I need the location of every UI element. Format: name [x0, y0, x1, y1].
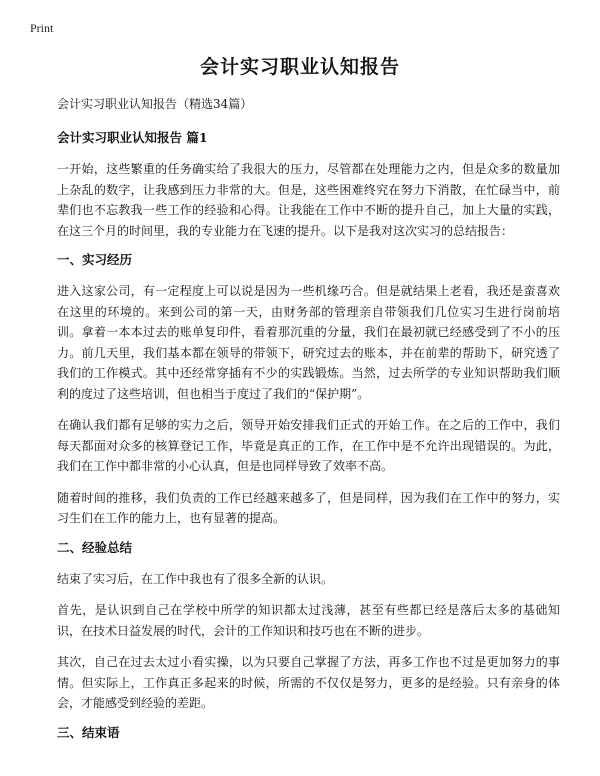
summary-paragraph-3: 其次，自己在过去太过小看实操，以为只要自己掌握了方法，再多工作也不过是更加努力的事情。但实际上，工作真正多起来的时候，所需的不仅仅是努力，更多的是经验。只有亲身的体会，才能感受到经验的差距。 — [57, 655, 560, 710]
print-label[interactable]: Print — [30, 21, 54, 35]
experience-paragraph-2: 在确认我们都有足够的实力之后，领导开始安排我们正式的开始工作。在之后的工作中，我们每天都面对众多的核算登记工作，毕竟是真正的工作，在工作中是不允许出现错误的。为此，我们在工作中都非常的小心认真，但是也同样导致了效率不高。 — [57, 418, 560, 473]
intro-paragraph: 一开始，这些繁重的任务确实给了我很大的压力，尽管都在处理能力之内，但是众多的数量加上杂乱的数字，让我感到压力非常的大。但是，这些困难终究在努力下消散，在忙碌当中，前辈们也不忘教我一些工作的经验和心得。让我能在工作中不断的提升自己，加上大量的实践，在这三个月的时间里，我的专业能力在飞速的提升。以下是我对这次实习的总结报告： — [57, 162, 560, 238]
section-heading-experience: 一、实习经历 — [57, 252, 133, 267]
document-title: 会计实习职业认知报告 — [199, 56, 400, 78]
summary-paragraph-2: 首先，是认识到自己在学校中所学的知识都太过浅薄，甚至有些都已经是落后太多的基础知识，在技术日益发展的时代，会计的工作知识和技巧也在不断的进步。 — [57, 603, 560, 638]
section-heading-conclusion: 三、结束语 — [57, 724, 120, 740]
document-subtitle: 会计实习职业认知报告（精选34篇） — [57, 97, 253, 111]
section-heading-summary: 二、经验总结 — [57, 539, 133, 555]
document-body — [57, 96, 560, 754]
summary-paragraph-1: 结束了实习后，在工作中我也有了很多全新的认识。 — [57, 571, 334, 586]
experience-paragraph-3: 随着时间的推移，我们负责的工作已经越来越多了，但是同样，因为我们在工作中的努力，实习生们在工作的能力上，也有显著的提高。 — [57, 490, 560, 525]
article-heading: 会计实习职业认知报告 篇1 — [57, 130, 208, 145]
experience-paragraph-1: 进入这家公司，有一定程度上可以说是因为一些机缘巧合。但是就结果上老看，我还是蛮喜欢在这里的环境的。来到公司的第一天，由财务部的管理亲自带领我们几位实习生进行岗前培训。拿着一本本过去的账单复印件，看着那沉重的分量，我们在最初就已经感受到了不小的压力。前几天里，我们基本都在领导的带领下，研究过去的账本，并在前辈的帮助下，研究透了我们的工作模式。其中还经常穿插有不少的实践锻炼。当然，过去所学的专业知识帮助我们顺利的度过了这些培训，但也相当于度过了我们的“保护期”。 — [57, 284, 560, 401]
